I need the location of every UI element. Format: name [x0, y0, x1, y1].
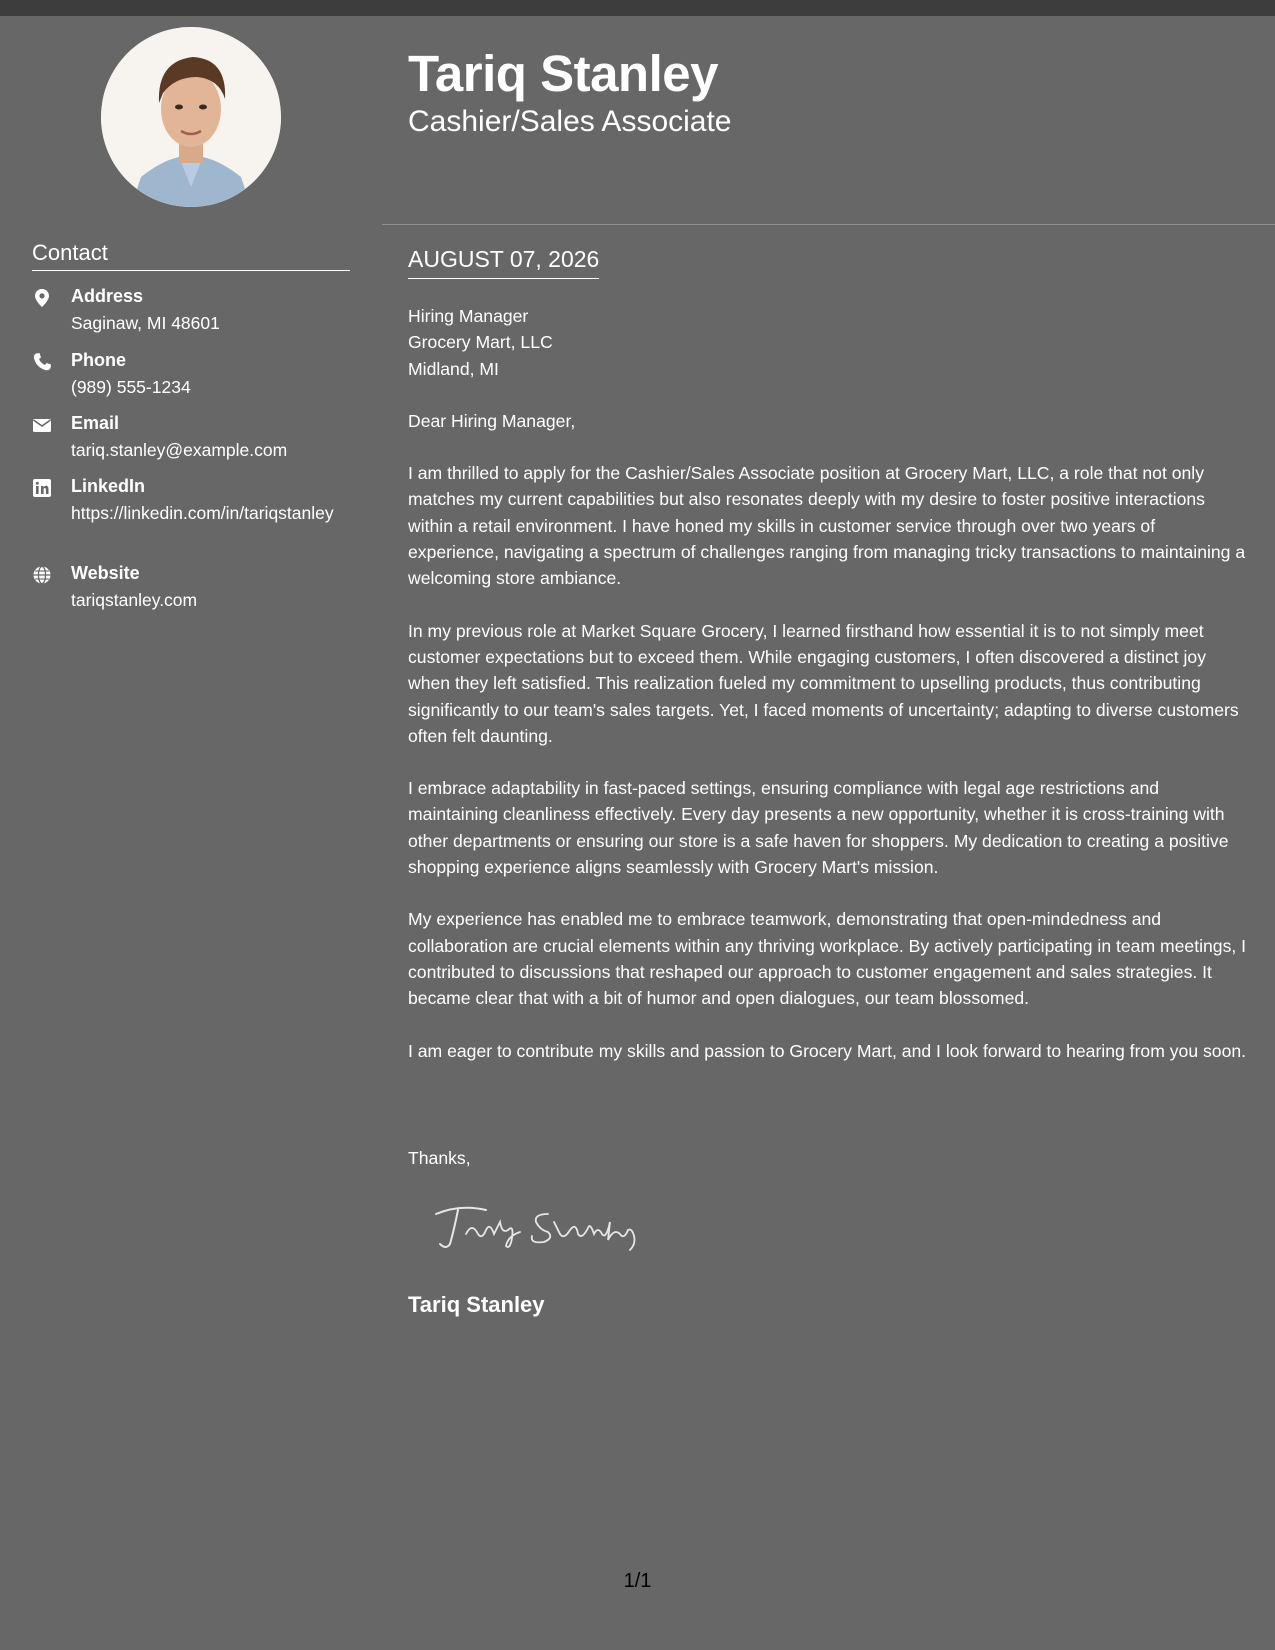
recipient-line: Midland, MI: [408, 358, 499, 379]
recipient-line: Grocery Mart, LLC: [408, 332, 553, 353]
top-bar: [0, 0, 1275, 16]
letter-paragraph: I embrace adaptability in fast-paced settings, ensuring compliance with legal age restrictions and maintaining cleanliness effectively. Every day presents a new opportunity, whether it is cross-training with other departments or ensuring our store is a safe haven for shoppers. My dedication to creating a positive shopping experience aligns seamlessly with Grocery Mart's mission.: [408, 778, 1229, 878]
phone-label: Phone: [71, 350, 127, 370]
applicant-name: Tariq Stanley: [408, 45, 718, 102]
avatar: [101, 27, 281, 207]
email-value[interactable]: tariq.stanley@example.com: [71, 440, 288, 460]
letter-body: [408, 303, 1248, 1090]
letter-paragraph: My experience has enabled me to embrace teamwork, demonstrating that open-mindedness and collaboration are crucial elements within any thriving workplace. By actively participating in team meetings, I contributed to discussions that reshaped our approach to customer engagement and sales strategies. It became clear that with a bit of humor and open dialogues, our team blossomed.: [408, 909, 1247, 1009]
address-value: Saginaw, MI 48601: [71, 313, 220, 333]
page-number: 1/1: [623, 1570, 652, 1592]
letter-date: AUGUST 07, 2026: [408, 244, 599, 279]
globe-icon: [32, 565, 52, 585]
linkedin-label: LinkedIn: [71, 476, 146, 496]
signed-name: Tariq Stanley: [408, 1292, 545, 1317]
greeting: Dear Hiring Manager,: [408, 410, 576, 431]
applicant-role: Cashier/Sales Associate: [408, 105, 732, 138]
website-label: Website: [71, 563, 140, 583]
phone-value: (989) 555-1234: [71, 377, 191, 397]
letter-paragraph: I am eager to contribute my skills and passion to Grocery Mart, and I look forward to hearing from you soon.: [408, 1040, 1247, 1061]
linkedin-icon: [32, 478, 52, 498]
handwritten-signature: [430, 1200, 650, 1252]
closing: Thanks,: [408, 1148, 471, 1168]
linkedin-value[interactable]: https://linkedin.com/in/tariqstanley: [71, 503, 334, 523]
contact-heading: Contact: [32, 240, 350, 271]
letter-paragraph: I am thrilled to apply for the Cashier/Sales Associate position at Grocery Mart, LLC, a role that not only matches my current capabilities but also resonates deeply with my desire to foster positive interactions within a retail environment. I have honed my skills in customer service through over two years of experience, navigating a spectrum of challenges ranging from managing tricky transactions to maintaining a welcoming store ambiance.: [408, 463, 1246, 589]
email-label: Email: [71, 413, 120, 433]
header-divider: [382, 224, 1275, 225]
website-value[interactable]: tariqstanley.com: [71, 590, 198, 610]
envelope-icon: [32, 415, 52, 435]
map-pin-icon: [32, 288, 52, 308]
recipient-block: [408, 303, 1248, 382]
phone-icon: [32, 352, 52, 372]
address-label: Address: [71, 286, 144, 306]
recipient-line: Hiring Manager: [408, 306, 529, 326]
letter-paragraph: In my previous role at Market Square Grocery, I learned firsthand how essential it is to not simply meet customer expectations but to exceed them. While engaging customers, I often discovered a distinct joy when they left satisfied. This realization fueled my commitment to upselling products, thus contributing significantly to our team's sales targets. Yet, I faced moments of uncertainty; adapting to diverse customers often felt daunting.: [408, 620, 1239, 746]
profile-photo: [101, 27, 281, 207]
